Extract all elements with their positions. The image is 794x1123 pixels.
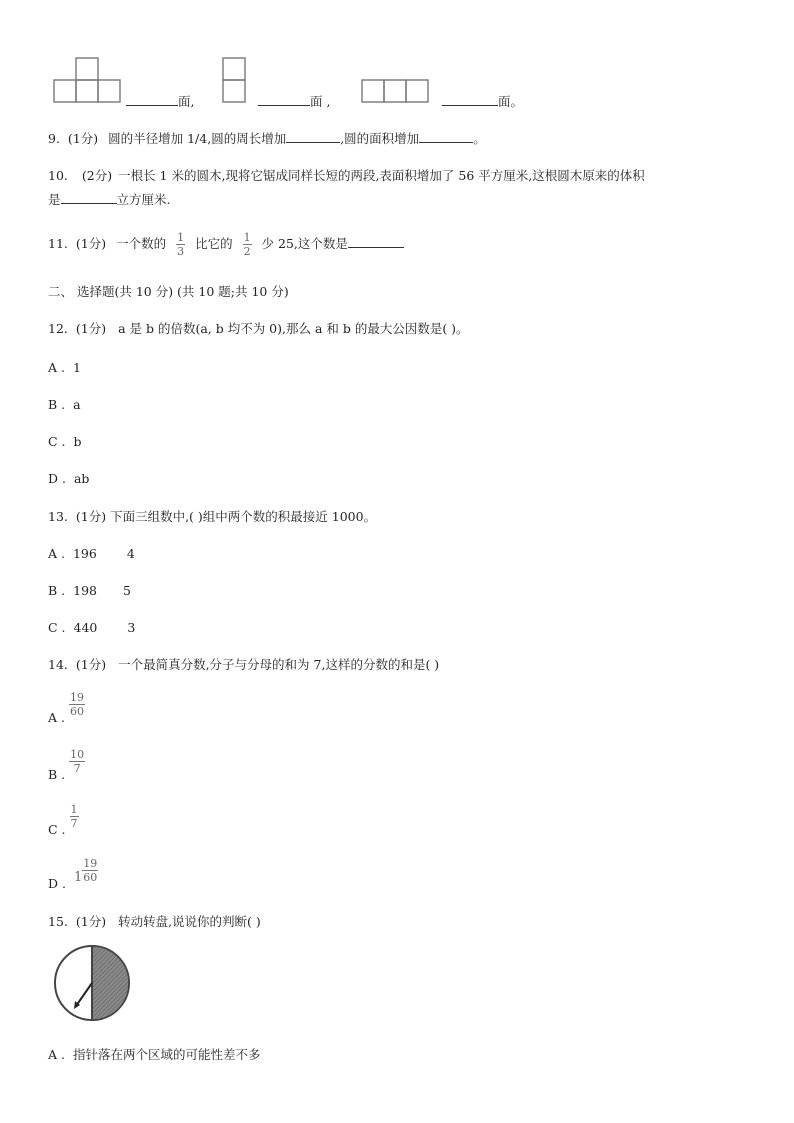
question-text: ,圆的面积增加: [340, 131, 420, 146]
option-b[interactable]: [48, 583, 131, 598]
question-number: 12.: [48, 321, 68, 336]
option-d[interactable]: [48, 858, 98, 891]
fraction-numerator: 1: [243, 231, 251, 244]
question-text: 是: [48, 192, 61, 207]
spinner-diagram: [52, 943, 132, 1023]
shape-view-top: [360, 78, 432, 104]
shape-view-side: [221, 56, 247, 104]
option-b[interactable]: [48, 397, 81, 412]
fraction-denominator: 2: [243, 245, 251, 258]
option-text: b: [73, 434, 82, 449]
option-letter: A .: [48, 360, 65, 375]
fraction-numerator: 19: [69, 691, 84, 704]
option-letter: B .: [48, 583, 66, 598]
q8-blank-line: [126, 92, 194, 110]
option-value: 3: [127, 620, 136, 635]
option-text: 1: [72, 360, 81, 375]
option-letter: A .: [48, 1047, 65, 1062]
question-number: 15.: [48, 914, 68, 929]
question-text: 立方厘米.: [116, 192, 171, 207]
question-10-line2: [48, 190, 171, 208]
question-points: (1分): [75, 657, 107, 672]
question-points: (1分): [75, 509, 107, 524]
fraction-numerator: 19: [83, 857, 98, 870]
fraction-denominator: 60: [83, 871, 98, 884]
fraction: [69, 692, 85, 717]
fraction-denominator: 60: [69, 705, 84, 718]
answer-blank-1[interactable]: [126, 93, 178, 106]
option-a[interactable]: [48, 360, 81, 375]
question-text: a 是 b 的倍数(a, b 均不为 0),那么 a 和 b 的最大公因数是( )。: [118, 321, 469, 336]
question-text: 一个最简真分数,分子与分母的和为 7,这样的分数的和是( ): [118, 657, 440, 672]
question-9: [48, 129, 486, 147]
spinner-shaded-region: [92, 946, 129, 1020]
option-d[interactable]: [48, 471, 89, 486]
option-letter: D .: [48, 876, 66, 891]
shape-view-front: [52, 56, 124, 104]
option-text: ab: [73, 471, 90, 486]
option-a[interactable]: [48, 546, 135, 561]
q8-suffix-2: 面 ,: [310, 94, 331, 109]
option-c[interactable]: [48, 620, 135, 635]
question-10: [48, 166, 645, 184]
question-points: (1分): [75, 321, 107, 336]
question-text: 少 25,这个数是: [261, 236, 348, 251]
option-letter: D .: [48, 471, 66, 486]
fraction-one-third: [176, 232, 185, 257]
question-15: [48, 912, 261, 930]
fraction: [70, 804, 79, 829]
question-text: 转动转盘,说说你的判断( ): [118, 914, 261, 929]
option-value: 198: [73, 583, 97, 598]
option-b[interactable]: [48, 749, 85, 782]
option-a[interactable]: [48, 1045, 260, 1063]
question-number: 10.: [48, 168, 68, 183]
answer-blank[interactable]: [286, 130, 340, 143]
question-number: 13.: [48, 509, 68, 524]
fraction-denominator: 7: [70, 817, 78, 830]
question-number: 11.: [48, 236, 68, 251]
option-value: 440: [73, 620, 98, 635]
question-points: (1分): [75, 236, 107, 251]
fraction: [82, 858, 98, 883]
question-11: [48, 232, 404, 257]
option-text: 指针落在两个区域的可能性差不多: [72, 1047, 261, 1062]
q8-blank-line-3: [442, 92, 523, 110]
question-text: 。: [473, 131, 486, 146]
question-points: (1分): [67, 131, 99, 146]
question-text: 一根长 1 米的圆木,现将它锯成同样长短的两段,表面积增加了 56 平方厘米,这根圆木原来的体积: [118, 168, 645, 183]
answer-blank[interactable]: [348, 235, 404, 248]
answer-blank[interactable]: [419, 130, 473, 143]
answer-blank-3[interactable]: [442, 93, 498, 106]
section-heading: 二、 选择题(共 10 分) (共 10 题;共 10 分): [48, 284, 289, 299]
q8-suffix-3: 面。: [498, 94, 524, 109]
question-text: 比它的: [195, 236, 233, 251]
option-value: 4: [126, 546, 135, 561]
question-text: 一个数的: [116, 236, 167, 251]
question-number: 14.: [48, 657, 68, 672]
option-value: 5: [122, 583, 131, 598]
fraction-numerator: 1: [70, 803, 78, 816]
option-letter: B .: [48, 397, 66, 412]
fraction-numerator: 1: [177, 231, 185, 244]
question-14: [48, 655, 439, 673]
fraction-one-half: [243, 232, 252, 257]
question-number: 9.: [48, 131, 60, 146]
option-letter: C .: [48, 434, 66, 449]
option-letter: C .: [48, 620, 66, 635]
question-13: [48, 507, 376, 525]
q8-suffix-1: 面,: [178, 94, 195, 109]
option-letter: A .: [48, 546, 65, 561]
option-text: a: [73, 397, 81, 412]
option-c[interactable]: [48, 434, 82, 449]
option-letter: C .: [48, 822, 66, 837]
question-points: (2分): [81, 168, 113, 183]
option-a[interactable]: [48, 692, 85, 725]
option-letter: B .: [48, 767, 66, 782]
question-text: 下面三组数中,( )组中两个数的积最接近 1000。: [110, 509, 377, 524]
answer-blank-2[interactable]: [258, 93, 310, 106]
fraction-denominator: 3: [177, 245, 185, 258]
question-points: (1分): [75, 914, 107, 929]
fraction-numerator: 10: [70, 748, 85, 761]
question-text: 圆的半径增加 1/4,圆的周长增加: [108, 131, 287, 146]
fraction: [69, 749, 85, 774]
option-c[interactable]: [48, 804, 79, 837]
q8-blank-line-2: [258, 92, 330, 110]
option-letter: A .: [48, 710, 65, 725]
fraction-denominator: 7: [73, 762, 81, 775]
option-value: 196: [72, 546, 97, 561]
answer-blank[interactable]: [61, 191, 117, 204]
question-12: [48, 319, 469, 337]
fraction-whole: 1: [73, 870, 83, 885]
